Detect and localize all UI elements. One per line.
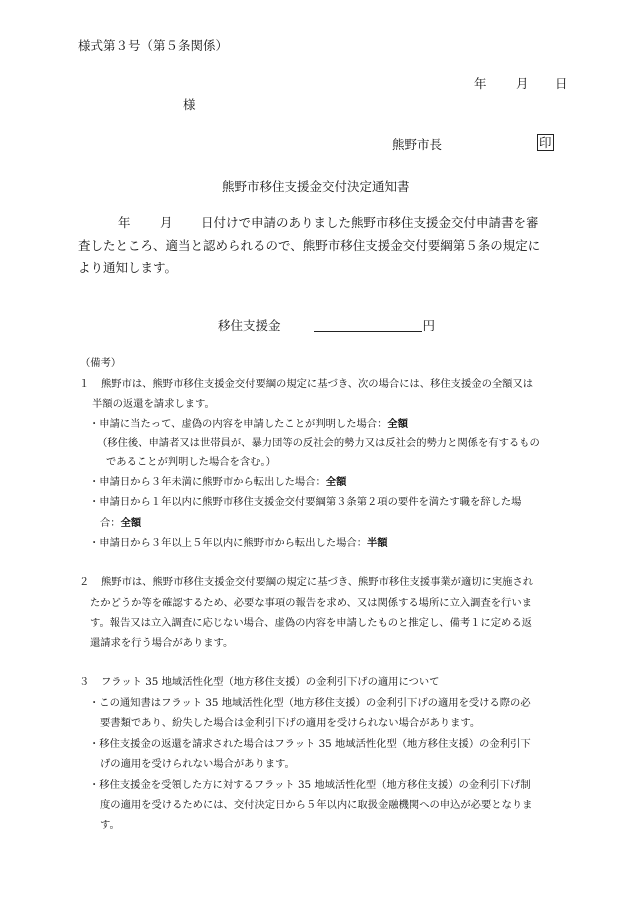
addressee-suffix: 様 [183, 97, 196, 112]
note1-line1: 熊野市は、熊野市移住支援金交付要綱の規定に基づき、次の場合には、移住支援金の全額又は [101, 378, 534, 390]
note1-bullet2: ・申請日から３年未満に熊野市から転出した場合：全額 [89, 476, 347, 488]
amount-unit: 円 [422, 318, 435, 333]
note1-bullet1-sub2: であることが判明した場合を含む。） [106, 456, 276, 468]
note3-number: ３ [79, 676, 90, 688]
amount-label: 移住支援金 [218, 318, 281, 333]
note1-bullet4-amount: 半額 [367, 537, 388, 549]
amount-field [314, 317, 422, 332]
body-month: 月 [160, 215, 173, 230]
note2-line3: す。報告又は立入調査に応じない場合、虚偽の内容を申請したものと推定し、備考１に定める返 [90, 617, 532, 629]
note1-line2: 半額の返還を請求します。 [92, 398, 215, 410]
note1-number: １ [79, 378, 90, 390]
note1-bullet3-line1: ・申請日から１年以内に熊野市移住支援金交付要綱第３条第２項の要件を満たす職を辞した場 [89, 496, 522, 508]
note3-bullet3-line2: 度の適用を受けるためには、交付決定日から５年以内に取扱金融機関への申込が必要となりま [100, 799, 533, 811]
document-title: 熊野市移住支援金交付決定通知書 [222, 179, 410, 194]
note1-bullet1: ・申請に当たって、虚偽の内容を申請したことが判明した場合：全額 [89, 418, 408, 430]
note1-bullet3-line2: 合：全額 [100, 517, 142, 529]
form-number: 様式第３号（第５条関係） [78, 38, 229, 53]
date-day: 日 [555, 76, 568, 91]
note2-line2: たかどうか等を確認するため、必要な事項の報告を求め、又は関係する場所に立入調査を行いま [90, 597, 532, 609]
notes-heading: （備考） [80, 357, 122, 369]
note3-bullet3-line1: ・移住支援金を受領した方に対するフラット 35 地域活性化型（地方移住支援）の金利引下げ制 [89, 779, 531, 791]
amount-row [218, 316, 435, 334]
note3-bullet3-line3: す。 [100, 819, 120, 831]
note1-bullet2-amount: 全額 [325, 476, 347, 488]
date-year: 年 [474, 76, 487, 91]
note1-bullet4: ・申請日から３年以上５年以内に熊野市から転出した場合：半額 [89, 537, 388, 549]
date-month: 月 [516, 76, 529, 91]
body-line2: 査したところ、適当と認められるので、熊野市移住支援金交付要綱第５条の規定に [78, 238, 541, 253]
body-year: 年 [118, 215, 131, 230]
note3-heading: フラット 35 地域活性化型（地方移住支援）の金利引下げの適用について [101, 676, 440, 688]
note3-bullet2-line1: ・移住支援金の返還を請求された場合はフラット 35 地域活性化型（地方移住支援）の金利引下 [89, 738, 531, 750]
note2-line1: 熊野市は、熊野市移住支援金交付要綱の規定に基づき、熊野市移住支援事業が適切に実施され [101, 576, 534, 588]
body-line3: より通知します。 [78, 260, 178, 275]
issuer-name: 熊野市長 [392, 137, 443, 152]
body-line1: 日付けで申請のありました熊野市移住支援金交付申請書を審 [201, 215, 539, 230]
note1-bullet1-amount: 全額 [387, 418, 408, 430]
note3-bullet2-line2: げの適用を受けられない場合があります。 [100, 758, 295, 770]
note3-bullet1-line2: 要書類であり、紛失した場合は金利引下げの適用を受けられない場合があります。 [100, 717, 481, 729]
seal-mark: 印 [539, 135, 552, 150]
note1-bullet1-sub1: （移住後、申請者又は世帯員が、暴力団等の反社会的勢力又は反社会的勢力と関係を有するもの [97, 437, 540, 449]
note2-number: ２ [79, 576, 90, 588]
note1-bullet3-amount: 全額 [120, 517, 142, 529]
seal-box [537, 134, 554, 151]
note3-bullet1-line1: ・この通知書はフラット 35 地域活性化型（地方移住支援）の金利引下げの適用を受ける際の必 [89, 697, 531, 709]
note2-line4: 還請求を行う場合があります。 [90, 637, 234, 649]
